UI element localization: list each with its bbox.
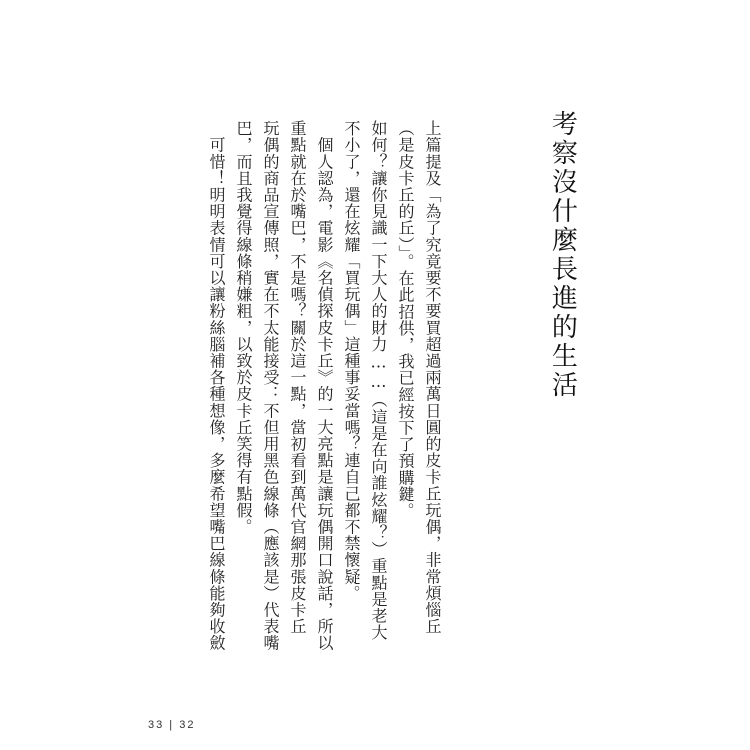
chapter-title: 考察沒什麼長進的生活 [547, 110, 578, 400]
text-line: 玩偶的商品宣傳照，實在不太能接受：不但用黑色線條（應該是）代表嘴 [261, 120, 280, 652]
text-line: 可惜！明明表情可以讓粉絲腦補各種想像，多麼希望嘴巴線條能夠收斂 [207, 120, 226, 652]
page-number: 33 | 32 [148, 719, 196, 731]
text-line: （是皮卡丘的丘）」。在此招供，我已經按下了預購鍵。 [396, 120, 415, 519]
text-line: 如何？讓你見識一下大人的財力……（這是在向誰炫耀？）重點是老大 [369, 120, 388, 641]
text-line: 不小了，還在炫耀「買玩偶」這種事妥當嗎？連自己都不禁懷疑。 [342, 120, 361, 602]
text-line: 重點就在於嘴巴，不是嗎？關於這一點，當初看到萬代官網那張皮卡丘 [288, 120, 307, 635]
body-text [203, 120, 446, 652]
text-line: 個人認為，電影《名偵探皮卡丘》的一大亮點是讓玩偶開口說話，所以 [315, 120, 334, 652]
text-line: 巴，而且我覺得線條稍嫌粗，以致於皮卡丘笑得有點假。 [234, 120, 253, 535]
text-line: 上篇提及「為了究竟要不要買超過兩萬日圓的皮卡丘玩偶，非常煩惱丘 [423, 120, 442, 635]
